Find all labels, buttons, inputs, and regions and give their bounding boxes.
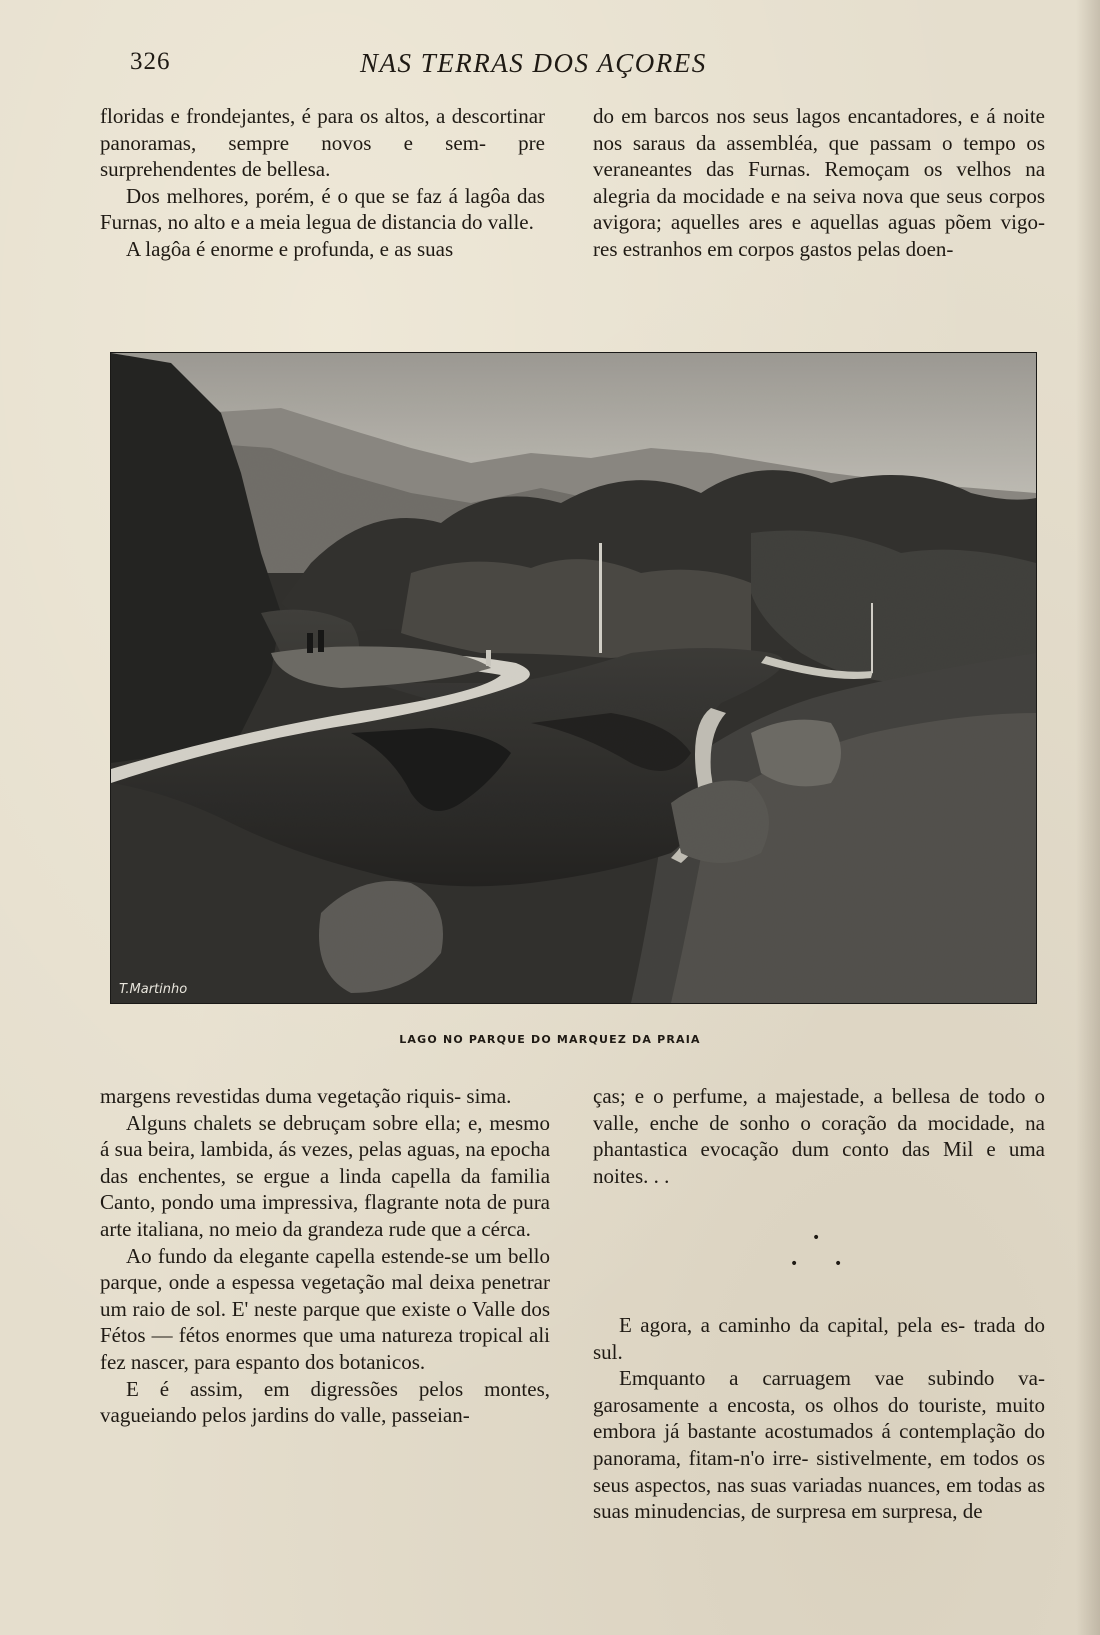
section-dinkus bbox=[780, 1230, 860, 1280]
text-line: descortinar panoramas, sempre novos e sem- bbox=[100, 104, 546, 155]
paragraph bbox=[100, 183, 545, 236]
text-line: floridas e frondejantes, é para os altos, a bbox=[100, 104, 446, 128]
text-line: ergue a linda capella da familia Canto, bbox=[100, 1163, 551, 1215]
text-line: pondo uma impressiva, flagrante nota de bbox=[161, 1190, 507, 1215]
column-bottom-right-continued bbox=[593, 1312, 1045, 1525]
text-line: parque que existe o Valle dos Fétos — fétos bbox=[100, 1296, 551, 1348]
text-line: pelas aguas, na epocha das enchentes, se bbox=[100, 1137, 551, 1188]
text-line: lagôa das Furnas, no alto e a meia legua bbox=[100, 183, 545, 235]
text-line: E agora, a caminho da capital, pela es- bbox=[619, 1313, 966, 1337]
text-line: contemplação do panorama, fitam-n'o irre- bbox=[593, 1419, 1046, 1470]
page-header bbox=[0, 48, 1100, 88]
photo-caption: LAGO NO PARQUE DO MARQUEZ DA PRAIA bbox=[399, 1033, 701, 1046]
column-bottom-left bbox=[100, 1083, 550, 1429]
text-line: aquelles ares e aquellas aguas põem vigo- bbox=[670, 210, 1045, 235]
photographer-signature: T.Martinho bbox=[119, 982, 188, 997]
lake-photograph bbox=[110, 352, 1037, 1004]
paragraph bbox=[100, 1376, 550, 1429]
text-line: e na seiva nova que seus corpos avigora; bbox=[593, 183, 1046, 235]
text-line: rude que a cérca. bbox=[388, 1216, 531, 1241]
page-edge-shadow bbox=[1076, 0, 1100, 1635]
text-line: Dos melhores, porém, é o que se faz á bbox=[126, 183, 458, 208]
text-line: conto das Mil e uma noites. . . bbox=[593, 1137, 1045, 1188]
text-line: mal deixa penetrar um raio de sol. E' neste bbox=[100, 1270, 551, 1321]
text-line: nascer, para espanto dos botanicos. bbox=[130, 1349, 426, 1374]
text-line: margens revestidas duma vegetação riquis- bbox=[100, 1084, 462, 1108]
photo-illustration bbox=[111, 353, 1036, 1003]
running-title: NAS TERRAS DOS AÇORES bbox=[360, 48, 707, 78]
text-line: um bello parque, onde a espessa vegetação bbox=[100, 1243, 551, 1295]
text-line: garosamente a encosta, os olhos do touriste, bbox=[593, 1392, 987, 1417]
text-line: A lagôa é enorme e profunda, e as suas bbox=[126, 236, 454, 261]
text-line: res estranhos em corpos gastos pelas doen- bbox=[593, 236, 954, 261]
dinkus-star: • bbox=[790, 1256, 799, 1272]
paragraph bbox=[100, 103, 545, 183]
text-line: de distancia do valle. bbox=[356, 210, 534, 235]
column-top-left bbox=[100, 103, 545, 263]
text-line: Alguns chalets se debruçam sobre ella; bbox=[126, 1110, 462, 1135]
column-bottom-right bbox=[593, 1083, 1045, 1189]
paragraph bbox=[593, 103, 1045, 263]
paragraph bbox=[100, 1110, 550, 1243]
text-line: Emquanto a carruagem vae subindo va- bbox=[619, 1366, 1045, 1391]
dinkus-star: • bbox=[812, 1230, 821, 1246]
text-line: nas suas variadas nuances, em todas as suas bbox=[593, 1472, 1046, 1524]
paragraph bbox=[100, 1083, 550, 1110]
paragraph bbox=[100, 236, 545, 263]
paragraph bbox=[593, 1312, 1045, 1365]
text-line: mocidade, na phantastica evocação dum bbox=[593, 1110, 1046, 1162]
dinkus-star: • bbox=[834, 1256, 843, 1272]
text-line: Remoçam os velhos na alegria da mocidade bbox=[593, 157, 1046, 208]
text-line: do em barcos nos seus lagos encantadores, bbox=[593, 104, 963, 128]
text-line: trada do sul. bbox=[593, 1313, 1045, 1364]
text-line: sistivelmente, em todos os seus aspectos, bbox=[593, 1445, 1045, 1497]
text-line: pre surprehendentes de bellesa. bbox=[100, 130, 545, 182]
text-line: e á noite nos saraus da assembléa, que bbox=[593, 104, 1046, 155]
paragraph bbox=[100, 1243, 550, 1376]
text-line: E é assim, em digressões pelos montes, bbox=[126, 1376, 550, 1401]
text-line: muito embora já bastante acostumados á bbox=[593, 1392, 1046, 1444]
text-line: passam o tempo os veraneantes das Furnas. bbox=[593, 130, 1046, 182]
page-number: 326 bbox=[130, 48, 171, 75]
text-line: pura arte italiana, no meio da grandeza bbox=[100, 1190, 551, 1241]
text-line: Ao fundo da elegante capella estende-se bbox=[126, 1243, 469, 1268]
text-line: vagueiando pelos jardins do valle, passeian- bbox=[100, 1403, 470, 1428]
text-line: ças; e o perfume, a majestade, a bellesa de bbox=[593, 1084, 980, 1108]
column-top-right bbox=[593, 103, 1045, 263]
paragraph bbox=[593, 1083, 1045, 1189]
paragraph bbox=[593, 1365, 1045, 1525]
text-line: minudencias, de surpresa em surpresa, de bbox=[634, 1499, 983, 1524]
text-line: e, mesmo á sua beira, lambida, ás vezes, bbox=[100, 1110, 551, 1162]
text-line: sima. bbox=[466, 1084, 512, 1108]
text-line: enormes que uma natureza tropical ali fez bbox=[100, 1323, 551, 1374]
text-line: todo o valle, enche de sonho o coração da bbox=[593, 1084, 1045, 1135]
